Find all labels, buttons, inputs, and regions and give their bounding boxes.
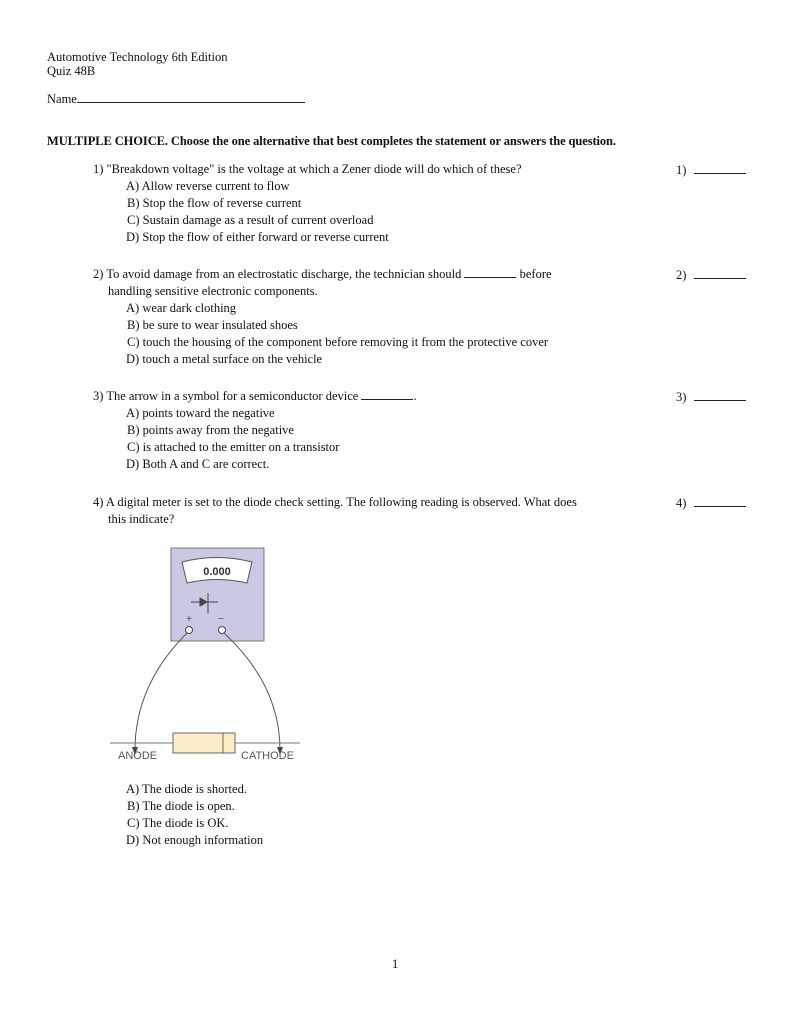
question-stem: 4) A digital meter is set to the diode check setting. The following reading is observed. What does — [93, 495, 577, 509]
option-d[interactable]: D) touch a metal surface on the vehicle — [126, 352, 323, 366]
question-stem: 1) "Breakdown voltage" is the voltage at which a Zener diode will do which of these? — [93, 162, 522, 176]
option-c[interactable]: C) Sustain damage as a result of current overload — [127, 213, 374, 227]
question-4-options — [93, 781, 653, 849]
option-b[interactable]: B) points away from the negative — [127, 423, 294, 437]
option-c[interactable]: C) is attached to the emitter on a transistor — [127, 440, 340, 454]
inline-blank — [464, 266, 516, 278]
cathode-label: CATHODE — [241, 750, 294, 762]
question-stem: 3) The arrow in a symbol for a semiconductor device . — [93, 389, 417, 403]
question-stem-continued: this indicate? — [108, 512, 175, 526]
question-3 — [93, 388, 653, 473]
answer-blank-3[interactable]: 3) — [676, 390, 746, 405]
question-stem-continued: handling sensitive electronic components. — [108, 284, 318, 298]
option-a[interactable]: A) The diode is shorted. — [126, 782, 247, 796]
anode-label: ANODE — [118, 750, 158, 762]
negative-jack — [219, 627, 226, 634]
minus-label: − — [218, 614, 224, 625]
name-label: Name — [47, 92, 77, 106]
option-b[interactable]: B) be sure to wear insulated shoes — [127, 318, 298, 332]
name-field[interactable] — [47, 91, 305, 106]
answer-line[interactable] — [694, 163, 746, 174]
inline-blank — [361, 388, 413, 400]
option-a[interactable]: A) wear dark clothing — [126, 301, 237, 315]
book-title: Automotive Technology 6th Edition — [47, 50, 228, 64]
negative-lead — [224, 633, 280, 750]
positive-jack — [186, 627, 193, 634]
question-2 — [93, 266, 653, 368]
answer-line[interactable] — [694, 268, 746, 279]
option-b[interactable]: B) The diode is open. — [127, 799, 235, 813]
positive-lead — [135, 633, 187, 750]
answer-line[interactable] — [694, 390, 746, 401]
answer-blank-1[interactable]: 1) — [676, 163, 746, 178]
question-1 — [93, 161, 653, 246]
plus-label: + — [186, 614, 192, 625]
answer-line[interactable] — [694, 496, 746, 507]
question-stem: 2) To avoid damage from an electrostatic discharge, the technician should before — [93, 267, 552, 281]
option-a[interactable]: A) points toward the negative — [126, 406, 275, 420]
quiz-id: Quiz 48B — [47, 64, 96, 78]
option-d[interactable]: D) Stop the flow of either forward or reverse current — [126, 230, 389, 244]
option-d[interactable]: D) Not enough information — [126, 833, 264, 847]
instructions: MULTIPLE CHOICE. Choose the one alternative that best completes the statement or answers the question. — [47, 134, 616, 148]
option-a[interactable]: A) Allow reverse current to flow — [126, 179, 290, 193]
answer-blank-2[interactable]: 2) — [676, 268, 746, 283]
option-c[interactable]: C) touch the housing of the component before removing it from the protective cover — [127, 335, 549, 349]
meter-reading: 0.000 — [203, 566, 231, 578]
option-c[interactable]: C) The diode is OK. — [127, 816, 229, 830]
page-number: 1 — [392, 957, 399, 971]
question-4 — [93, 494, 653, 528]
name-line[interactable] — [77, 91, 305, 103]
option-b[interactable]: B) Stop the flow of reverse current — [127, 196, 302, 210]
option-d[interactable]: D) Both A and C are correct. — [126, 457, 270, 471]
answer-blank-4[interactable]: 4) — [676, 496, 746, 511]
diode-body — [173, 733, 235, 753]
diode-test-figure — [105, 545, 305, 767]
